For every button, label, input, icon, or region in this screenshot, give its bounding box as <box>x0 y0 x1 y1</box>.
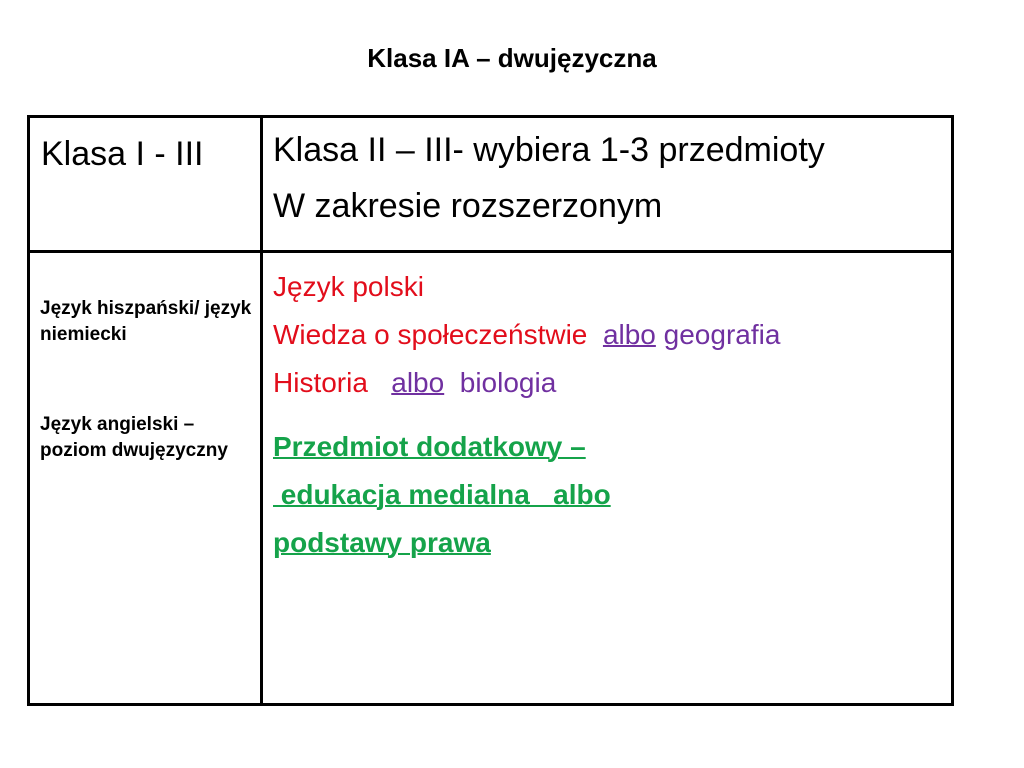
subject-row-2 <box>273 311 951 359</box>
connector-albo-2: albo <box>391 367 445 398</box>
subject-row-3 <box>273 359 951 407</box>
language-group-1: Język hiszpański/ język niemiecki <box>40 298 252 345</box>
page-title: Klasa IA – dwujęzyczna <box>367 43 657 73</box>
extended-subjects-cell <box>262 252 953 705</box>
additional-subject-heading: Przedmiot dodatkowy – <box>273 431 586 462</box>
subject-biology: biologia <box>459 367 557 398</box>
subject-geography: geografia <box>663 319 781 350</box>
header-right-line2: W zakresie rozszerzonym <box>273 187 663 225</box>
left-subjects-cell <box>29 252 262 705</box>
connector-albo-1: albo <box>602 319 656 350</box>
header-left-label: Klasa I - III <box>41 135 204 173</box>
header-right-line1: Klasa II – III- wybiera 1-3 przedmioty <box>273 131 825 169</box>
language-group-2: Język angielski – poziom dwujęzyczny <box>40 414 228 461</box>
additional-subject-block <box>273 423 951 567</box>
subject-history: Historia <box>273 367 368 398</box>
header-right-cell <box>262 117 953 252</box>
subject-polish: Język polski <box>273 271 424 302</box>
subjects-table <box>27 115 954 706</box>
subject-wos: Wiedza o społeczeństwie <box>273 319 588 350</box>
additional-subject-option-1: edukacja medialna albo <box>273 479 611 510</box>
table-body-row <box>29 252 953 705</box>
additional-subject-option-2: podstawy prawa <box>273 527 491 558</box>
table-header-row <box>29 117 953 252</box>
header-left-cell <box>29 117 262 252</box>
